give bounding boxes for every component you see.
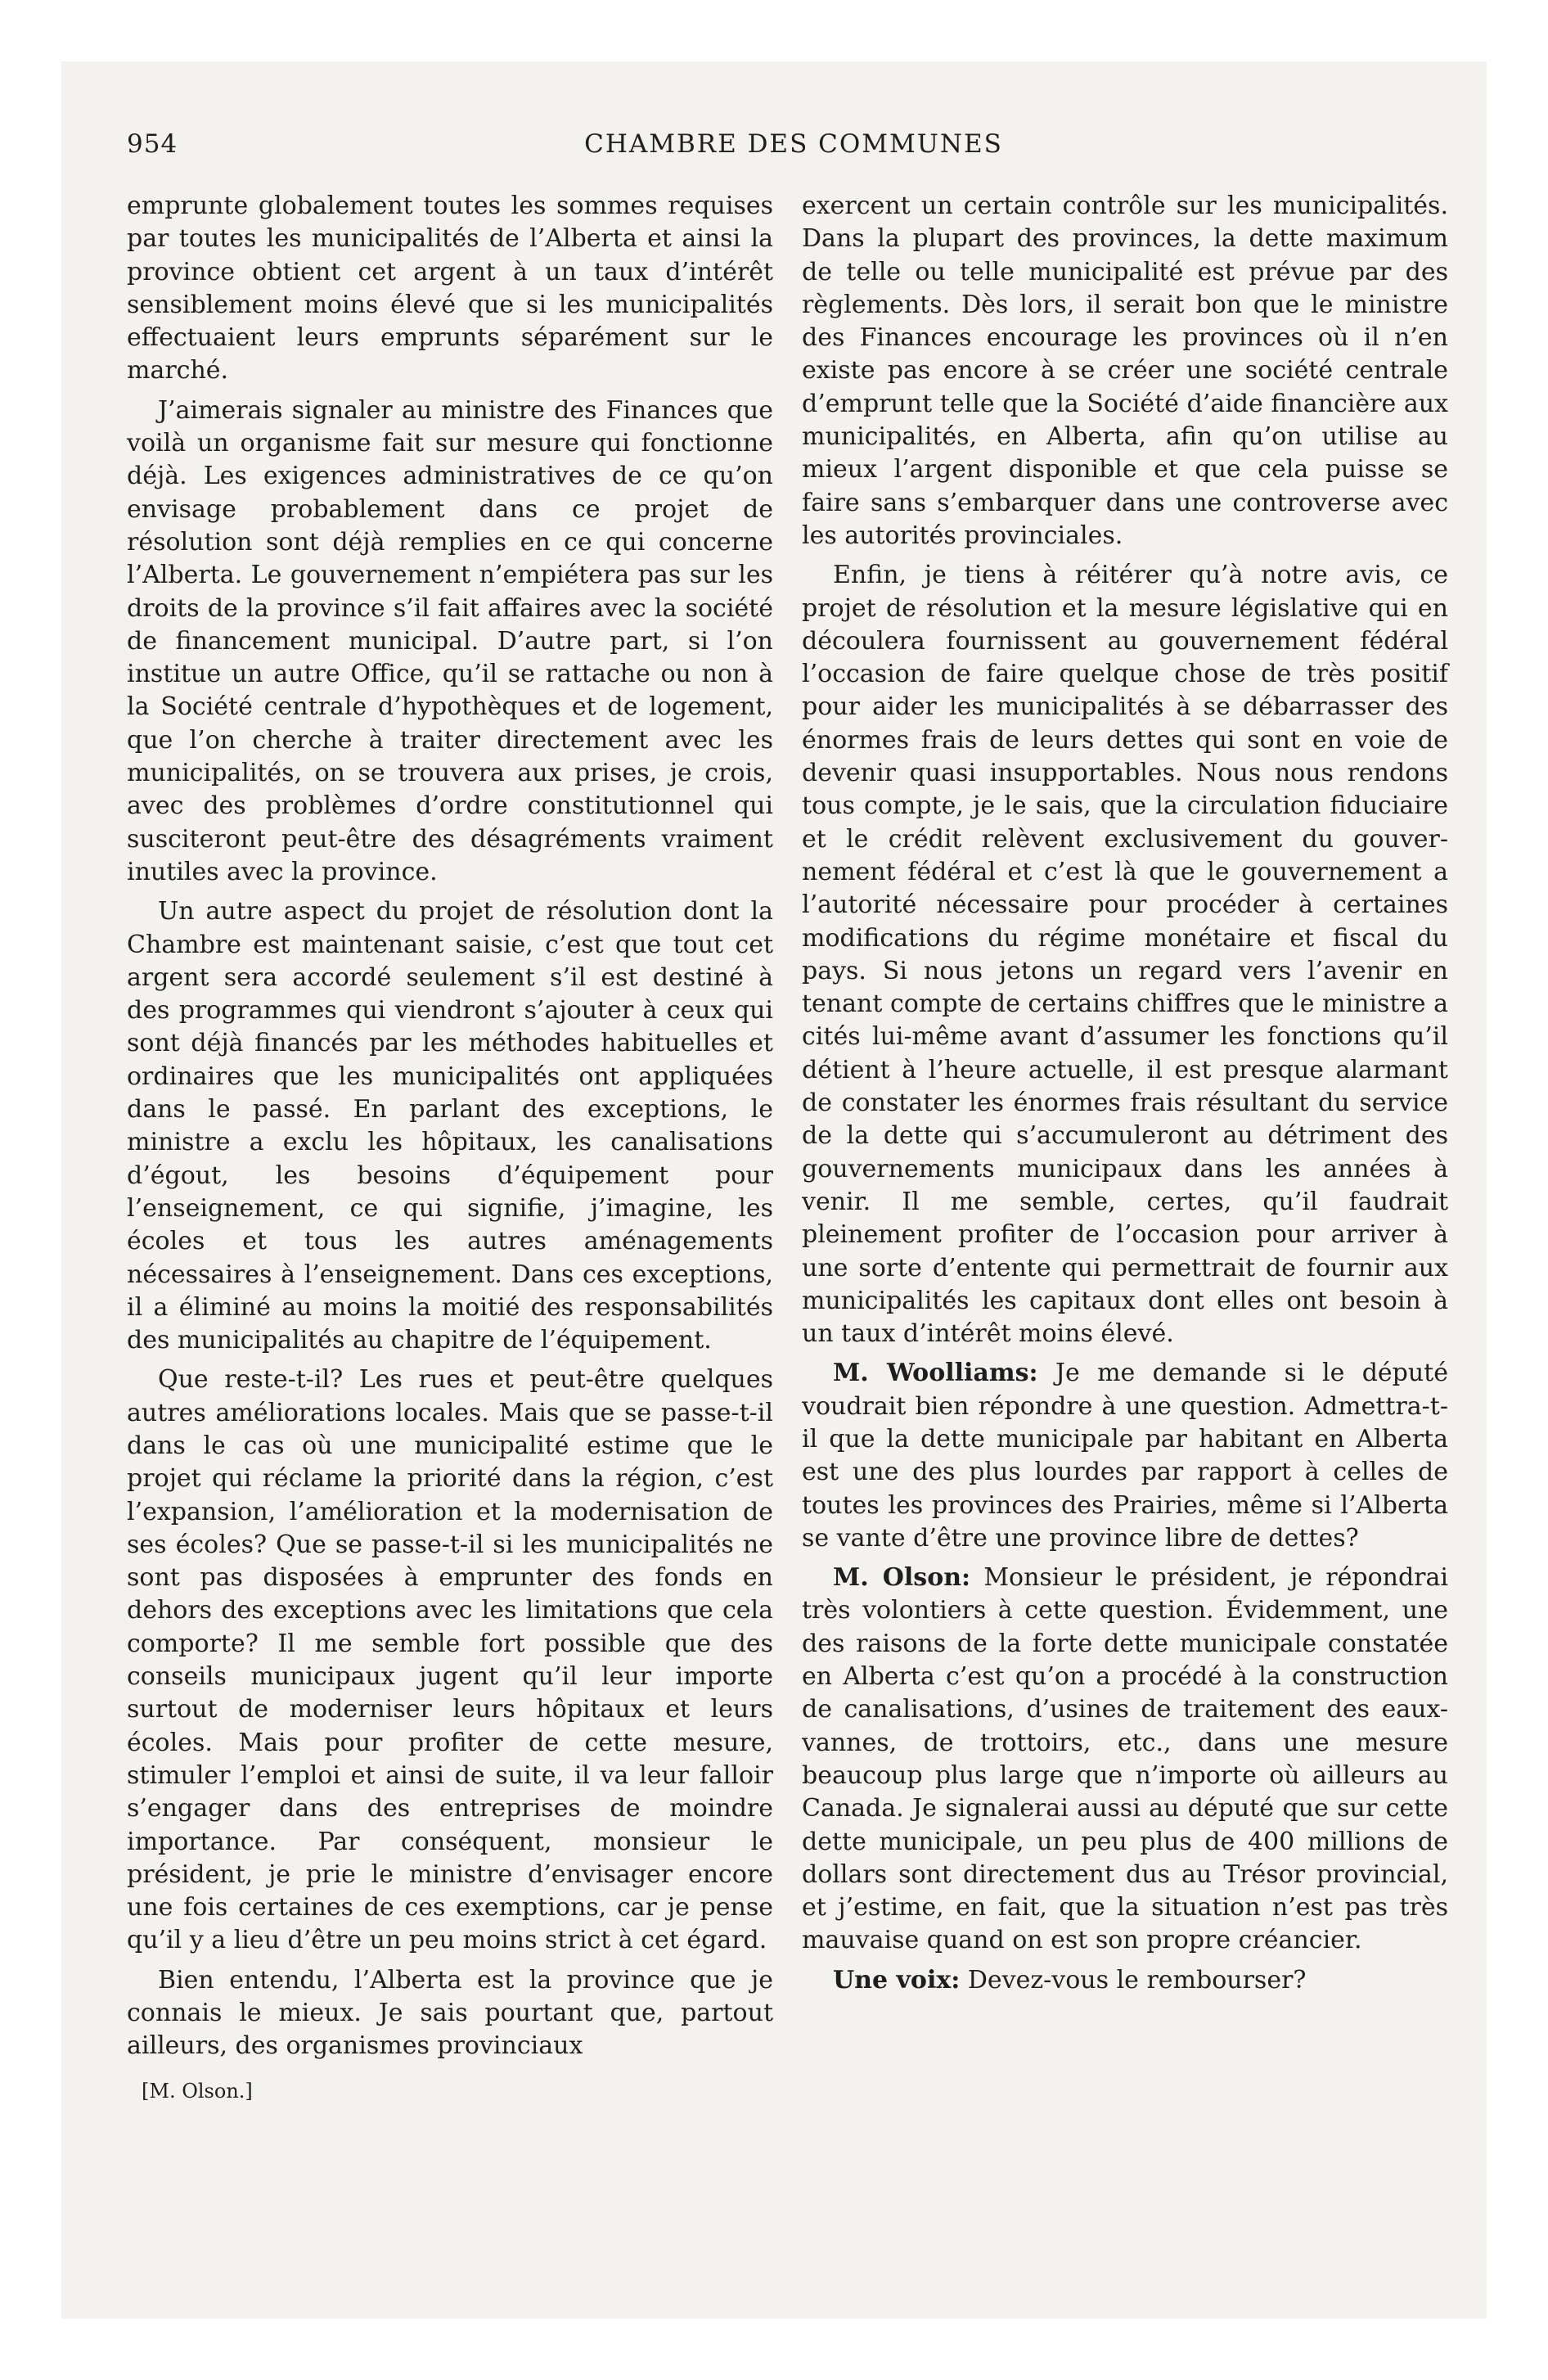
running-title: CHAMBRE DES COMMUNES bbox=[584, 129, 1003, 159]
paragraph: Que reste-t-il? Les rues et peut-être quelques autres améliorations locales. Mais que se passe-t-il dans le cas où une municipalité estime que le projet qui réclame la priorité dans la région, c’est l’expansion, l’amélioration et la modernisation de ses écoles? Que se passe-t-il si les municipalités ne sont pas disposées à emprunter des fonds en dehors des exceptions avec les limitations que cela comporte? Il me semble fort possible que des conseils municipaux jugent qu’il leur importe surtout de moderniser leurs hôpitaux et leurs écoles. Mais pour profiter de cette mesure, stimuler l’emploi et ainsi de suite, il va leur falloir s’engager dans des entreprises de moindre importance. Par conséquent, monsieur le président, je prie le ministre d’envisager encore une fois certaines de ces exemptions, car je pense qu’il y a lieu d’être un peu moins strict à cet égard. bbox=[127, 1365, 773, 1955]
paragraph: emprunte globalement toutes les sommes requises par toutes les municipalités de l’Alberta et ainsi la province obtient cet argent à un taux d’intérêt sensiblement moins élevé que si les municipalités effectuaient leurs emprunts séparément sur le marché. bbox=[127, 192, 773, 385]
paragraph: J’aimerais signaler au ministre des Finances que voilà un organisme fait sur mesure qui fonctionne déjà. Les exigences administratives de ce qu’on envisage probablement dans ce projet de résolution sont déjà remplies en ce qui concerne l’Alberta. Le gouvernement n’empiétera pas sur les droits de la province s’il fait affaires avec la société de financement municipal. D’autre part, si l’on institue un autre Office, qu’il se rattache ou non à la Société centrale d’hypothèques et de logement, que l’on cherche à traiter directement avec les municipalités, on se trouvera aux prises, je crois, avec des problèmes d’ordre constitutionnel qui susciteront peut-être des désagréments vraiment inutiles avec la province. bbox=[127, 395, 773, 886]
speech-text: Devez-vous le rembourser? bbox=[960, 1965, 1307, 1995]
paragraph: exercent un certain contrôle sur les municipalités. Dans la plupart des provinces, la dette maximum de telle ou telle municipalité est prévue par des règlements. Dès lors, il serait bon que le ministre des Finances encourage les provinces où il n’en existe pas encore à se créer une société centrale d’emprunt telle que la Société d’aide financière aux municipalités, en Alberta, afin qu’on utilise au mieux l’argent disponible et que cela puisse se faire sans s’embarquer dans une controverse avec les autorités provinciales. bbox=[802, 192, 1448, 550]
speaker-name: M. Woolliams: bbox=[833, 1359, 1038, 1388]
right-column bbox=[802, 190, 1448, 2004]
document-page bbox=[127, 123, 1460, 2103]
paragraph: Un autre aspect du projet de résolution dont la Chambre est maintenant saisie, c’est que tout cet argent sera accordé seulement s’il est destiné à des programmes qui viendront s’ajouter à ceux qui sont déjà financés par les méthodes habituelles et ordinaires que les municipalités ont appliquées dans le passé. En parlant des exceptions, le ministre a exclu les hôpitaux, les canalisations d’égout, les besoins d’équipement pour l’enseignement, ce qui signifie, j’imagine, les écoles et tous les autres aménagements nécessaires à l’enseignement. Dans ces exceptions, il a éliminé au moins la moitié des responsabilités des municipalités au chapitre de l’équipement. bbox=[127, 897, 773, 1355]
speaker-name: Une voix: bbox=[833, 1965, 961, 1995]
speaker-name: M. Olson: bbox=[833, 1563, 971, 1593]
paragraph: Enfin, je tiens à réitérer qu’à notre avis, ce projet de résolution et la mesure législative qui en découlera fournissent au gouvernement fédéral l’occasion de faire quelque chose de très positif pour aider les municipalités à se débarrasser des énormes frais de leurs dettes qui sont en voie de devenir quasi insupportables. Nous nous rendons tous compte, je le sais, que la circulation fiduciaire et le crédit relèvent exclusivement du gouvernement fédéral et c’est là que le gouvernement a l’autorité nécessaire pour procéder à certaines modifications du régime monétaire et fiscal du pays. Si nous jetons un regard vers l’avenir en tenant compte de certains chiffres que le ministre a cités lui-même avant d’assumer les fonctions qu’il détient à l’heure actuelle, il est presque alarmant de constater les énormes frais résultant du service de la dette qui s’accumuleront au détriment des gouvernements municipaux dans les années à venir. Il me semble, certes, qu’il faudrait pleinement profiter de l’occasion pour arriver à une sorte d’entente qui permettrait de fournir aux municipalités les capitaux dont elles ont besoin à un taux d’intérêt moins élevé. bbox=[802, 561, 1448, 1349]
page-number: 954 bbox=[127, 129, 178, 159]
speech-text: Je me demande si le député voudrait bien répondre à une question. Admettra-t-il que la dette municipale par habitant en Alberta est une des plus lourdes par rapport à celles de toutes les provinces des Prairies, même si l’Alberta se vante d’être une province libre de dettes? bbox=[802, 1359, 1448, 1553]
page-header bbox=[127, 123, 1460, 172]
paragraph: Bien entendu, l’Alberta est la province que je connais le mieux. Je sais pourtant que, partout ailleurs, des organismes provinciaux bbox=[127, 1965, 773, 2061]
speech-woolliams bbox=[802, 1357, 1448, 1555]
speech-une-voix bbox=[802, 1964, 1448, 1997]
speaker-signature: [M. Olson.] bbox=[142, 2079, 253, 2103]
speech-olson bbox=[802, 1562, 1448, 1958]
left-column bbox=[127, 190, 773, 2107]
speech-text: Monsieur le président, je répondrai très volontiers à cette question. Évidemment, une des raisons de la forte dette municipale constatée en Alberta c’est qu’on a procédé à la construction de canalisations, d’usines de traitement des eaux-vannes, de trottoirs, etc., dans une mesure beaucoup plus large que n’importe où ailleurs au Canada. Je signalerai aussi au député que sur cette dette municipale, un peu plus de 400 millions de dollars sont directement dus au Trésor provincial, et j’estime, en fait, que la situation n’est pas très mauvaise quand on est son propre créancier. bbox=[802, 1563, 1448, 1955]
